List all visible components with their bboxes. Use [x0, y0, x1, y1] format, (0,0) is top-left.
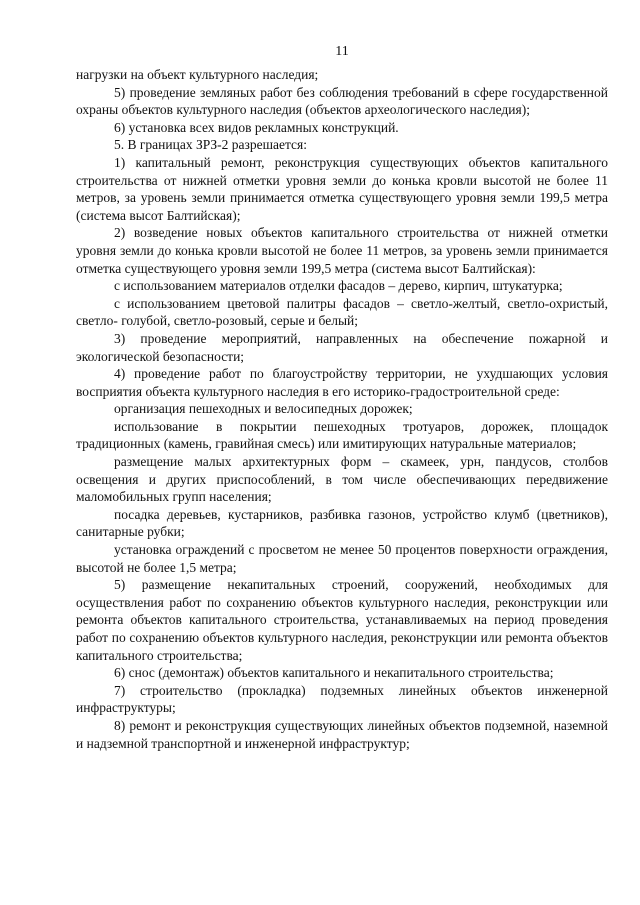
- paragraph-item-5-earthworks: 5) проведение земляных работ без соблюдения требований в сфере государственной охраны объектов культурного наследия (объектов археологического наследия);: [76, 84, 608, 118]
- paragraph-fences: установка ограждений с просветом не менее 50 процентов поверхности ограждения, высотой не более 1,5 метра;: [76, 542, 608, 575]
- paragraph-planting: посадка деревьев, кустарников, разбивка газонов, устройство клумб (цветников), санитарные рубки;: [76, 506, 608, 540]
- paragraph-item-6-advertising: 6) установка всех видов рекламных конструкций.: [114, 119, 399, 135]
- paragraph-facade-materials: с использованием материалов отделки фасадов – дерево, кирпич, штукатурка;: [114, 278, 563, 294]
- page-number: 11: [335, 44, 349, 59]
- paragraph-paths: организация пешеходных и велосипедных дорожек;: [114, 401, 413, 417]
- paragraph-item-8-infrastructure: 8) ремонт и реконструкция существующих линейных объектов подземной, наземной и надземной транспортной и инженерной инфраструктур;: [76, 717, 608, 751]
- paragraph-item-4-landscaping: 4) проведение работ по благоустройству территории, не ухудшающих условия восприятия объекта культурного наследия в его историко-градостроительной среде:: [76, 366, 608, 399]
- paragraph-item-3-safety: 3) проведение мероприятий, направленных на обеспечение пожарной и экологической безопасности;: [76, 330, 608, 364]
- document-body: [76, 66, 608, 752]
- paragraph-item-7-underground: 7) строительство (прокладка) подземных линейных объектов инженерной инфраструктуры;: [76, 682, 608, 716]
- paragraph-continuation: нагрузки на объект культурного наследия;: [76, 67, 319, 82]
- paragraph-item-1-repair: 1) капитальный ремонт, реконструкция существующих объектов капитального строительства от нижней отметки уровня земли до конька кровли высотой не более 11 метров, за уровень земли принимается отметка существующего уровня земли 199,5 метра (система высот Балтийская);: [76, 154, 608, 223]
- paragraph-item-2-new-construction: 2) возведение новых объектов капитального строительства от нижней отметки уровня земли до конька кровли высотой не более 11 метров, за уровень земли принимается отметка существующего уровня земли 199,5 метра (система высот Балтийская):: [76, 225, 608, 276]
- paragraph-facade-colors: с использованием цветовой палитры фасадов – светло-желтый, светло-охристый, светло- голубой, светло-розовый, серые и белый;: [76, 295, 608, 329]
- paragraph-item-5-temporary-structures: 5) размещение некапитальных строений, сооружений, необходимых для осуществления работ по сохранению объектов культурного наследия, реконструкции или ремонта объектов капитального строительства, устанавливаемых на период проведения работ по сохранению объектов культурного наследия, реконструкции или ремонта объектов капитального строительства;: [76, 577, 608, 663]
- section-heading-zrz-2: 5. В границах ЗРЗ-2 разрешается:: [114, 137, 307, 153]
- paragraph-paving: использование в покрытии пешеходных тротуаров, дорожек, площадок традиционных (камень, гравийная смесь) или имитирующих натуральные материалов;: [76, 418, 608, 452]
- paragraph-item-6-demolition: 6) снос (демонтаж) объектов капитального и некапитального строительства;: [114, 665, 554, 681]
- paragraph-small-forms: размещение малых архитектурных форм – скамеек, урн, пандусов, столбов освещения и других приспособлений, в том числе обеспечивающих передвижение маломобильных групп населения;: [76, 454, 608, 505]
